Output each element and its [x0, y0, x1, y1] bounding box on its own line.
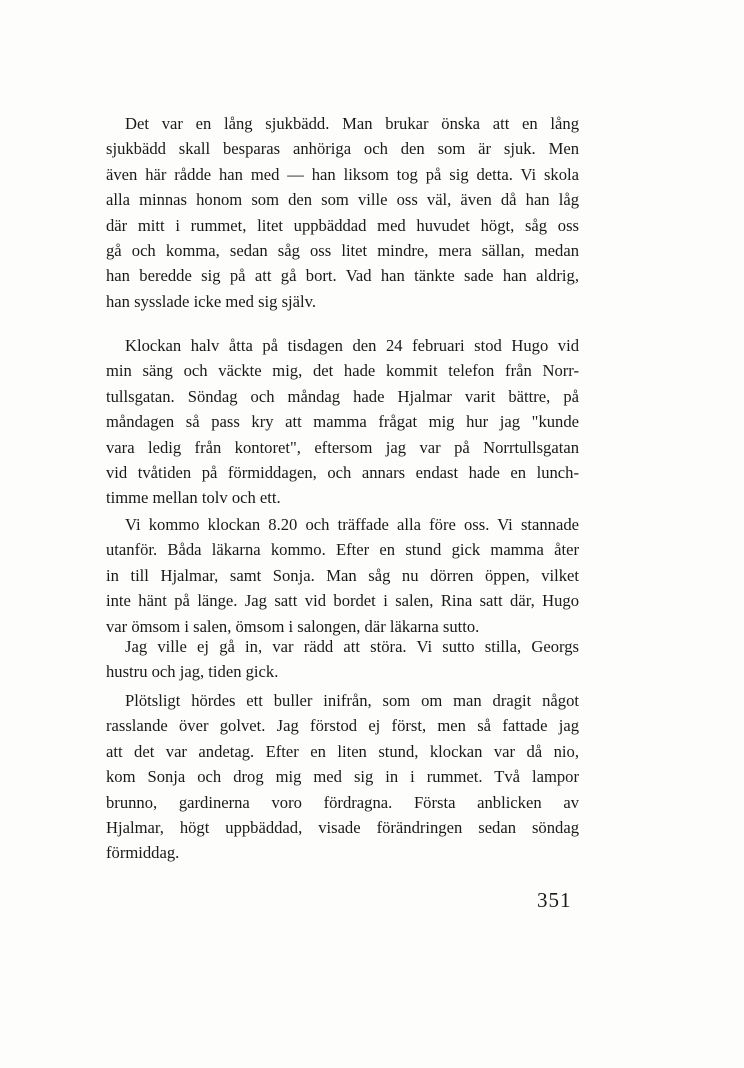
text-line: Jag ville ej gå in, var rädd att störa. Vi sutto stilla, Georgs [125, 637, 579, 656]
text-line: var ömsom i salen, ömsom i salongen, där läkarna sutto. [106, 616, 480, 636]
text-line: in till Hjalmar, samt Sonja. Man såg nu dörren öppen, vilket [106, 565, 579, 585]
text-line: inte hänt på länge. Jag satt vid bordet i salen, Rina satt där, Hugo [106, 591, 579, 611]
paragraph [106, 688, 579, 866]
text-line: kom Sonja och drog mig med sig in i rummet. Två lampor [106, 767, 579, 787]
text-line: vara ledig från kontoret", eftersom jag var på Norrtullsgatan [106, 437, 579, 457]
text-line: brunno, gardinerna voro fördragna. Första anblicken av [106, 792, 579, 812]
text-line: Klockan halv åtta på tisdagen den 24 februari stod Hugo vid [125, 336, 579, 355]
paragraph [106, 512, 579, 639]
text-line: Vi kommo klockan 8.20 och träffade alla före oss. Vi stannade [125, 515, 579, 534]
paragraph [106, 634, 579, 685]
text-line: Plötsligt hördes ett buller inifrån, som om man dragit något [125, 691, 579, 710]
text-line: förmiddag. [106, 843, 180, 863]
text-line: gå och komma, sedan såg oss litet mindre, mera sällan, medan [106, 240, 579, 260]
text-line: måndagen så pass kry att mamma frågat mig hur jag "kunde [106, 412, 579, 432]
text-line: där mitt i rummet, litet uppbäddad med huvudet högt, såg oss [106, 215, 579, 235]
text-line: sjukbädd skall besparas anhöriga och den som är sjuk. Men [106, 139, 579, 159]
text-line: Hjalmar, högt uppbäddad, visade förändringen sedan söndag [106, 817, 579, 837]
text-line: alla minnas honom som den som ville oss väl, även då han låg [106, 190, 579, 210]
page-number: 351 [537, 888, 572, 912]
text-line: han beredde sig på att gå bort. Vad han tänkte sade han aldrig, [106, 266, 579, 286]
text-line: Det var en lång sjukbädd. Man brukar önska att en lång [125, 114, 579, 133]
text-line: rasslande över golvet. Jag förstod ej först, men så fattade jag [106, 716, 579, 736]
paragraph [106, 333, 579, 511]
text-line: han sysslade icke med sig själv. [106, 291, 316, 311]
text-line: tullsgatan. Söndag och måndag hade Hjalmar varit bättre, på [106, 386, 579, 406]
text-line: min säng och väckte mig, det hade kommit telefon från Norr- [106, 361, 579, 381]
paragraph [106, 111, 579, 314]
text-line: vid tvåtiden på förmiddagen, och annars endast hade en lunch- [106, 462, 579, 482]
text-line: timme mellan tolv och ett. [106, 488, 281, 508]
text-line: att det var andetag. Efter en liten stund, klockan var då nio, [106, 741, 579, 761]
text-line: hustru och jag, tiden gick. [106, 662, 279, 682]
text-line: även här rådde han med — han liksom tog på sig detta. Vi skola [106, 164, 579, 184]
text-line: utanför. Båda läkarna kommo. Efter en stund gick mamma åter [106, 540, 579, 560]
